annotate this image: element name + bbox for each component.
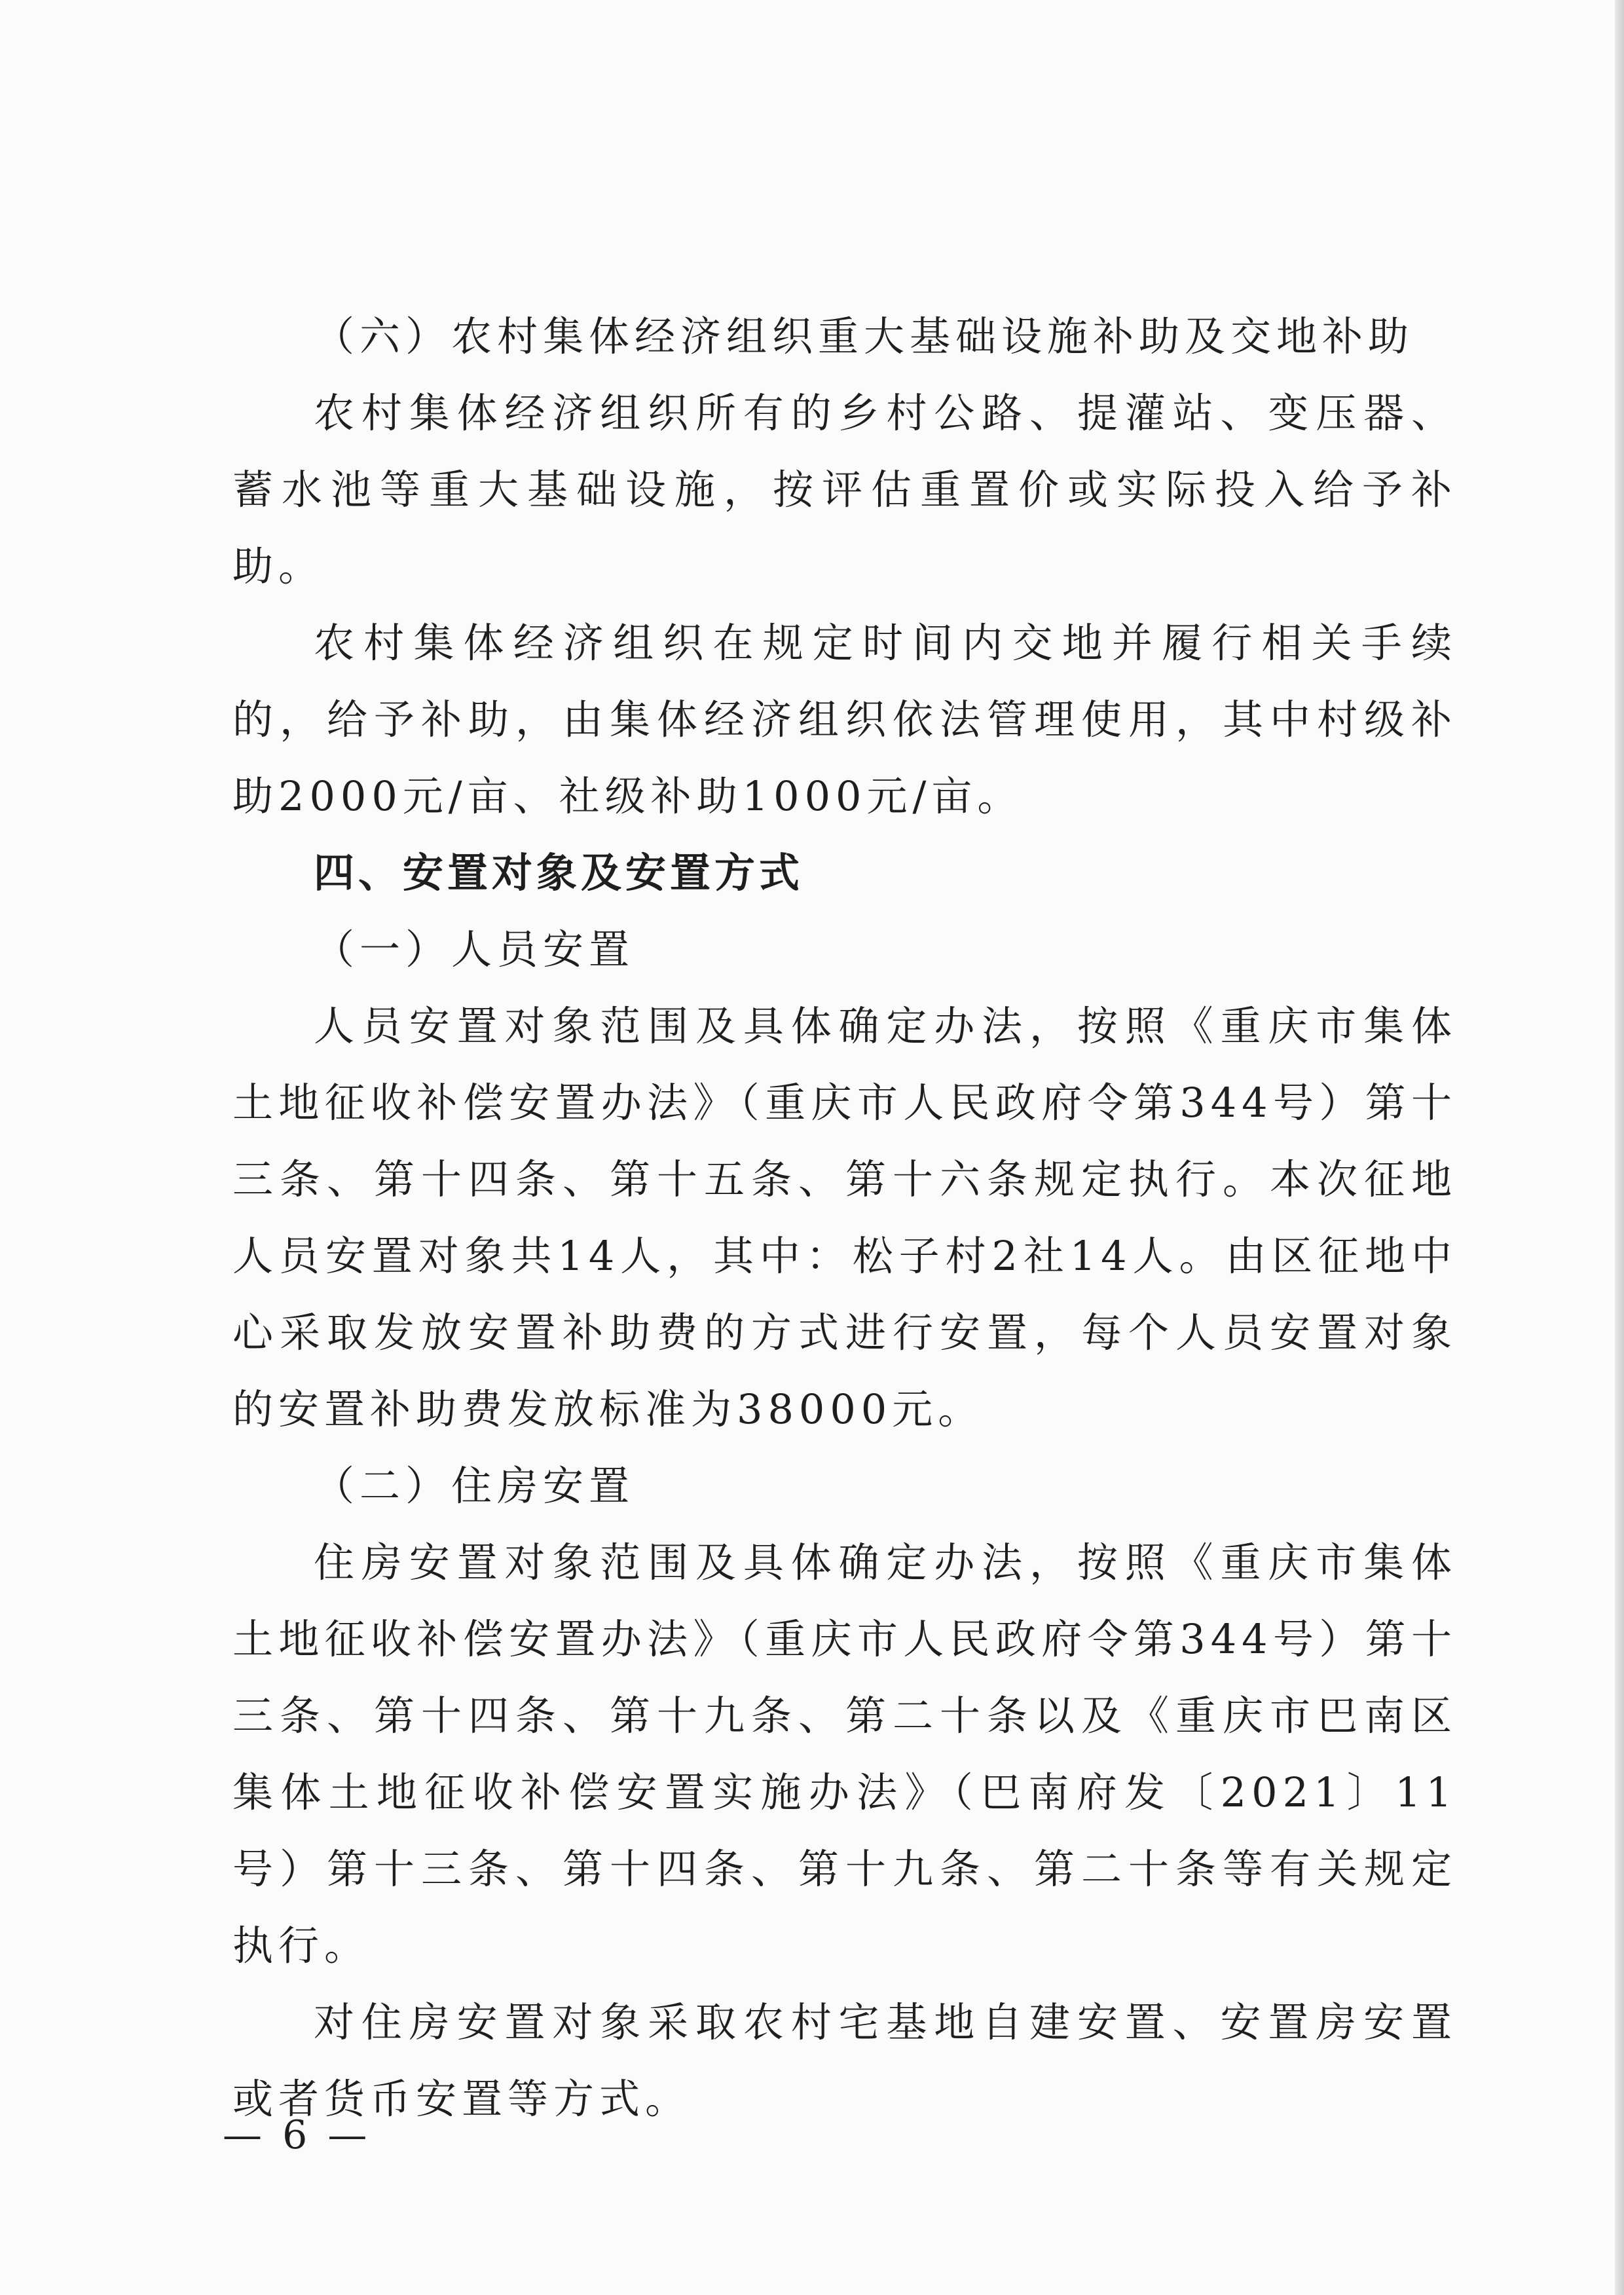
page-number: — 6 — [223,2112,371,2158]
subheading-infrastructure-subsidy: （六）农村集体经济组织重大基础设施补助及交地补助 [314,312,1414,360]
paragraph-personnel-resettlement: 人员安置对象范围及具体确定办法，按照《重庆市集体土地征收补偿安置办法》（重庆市人民政府令第344号）第十三条、第十四条、第十五条、第十六条规定执行。本次征地人员安置对象共14人，其中：松子村2社14人。由区征地中心采取发放安置补助费的方式进行安置，每个人员安置对象的安置补助费发放标准为38000元。 [232,1002,1457,1433]
document-body [232,298,1457,2137]
paragraph-housing-resettlement: 住房安置对象范围及具体确定办法，按照《重庆市集体土地征收补偿安置办法》（重庆市人民政府令第344号）第十三条、第十四条、第十九条、第二十条以及《重庆市巴南区集体土地征收补偿安置实施办法》（巴南府发〔2021〕11号）第十三条、第十四条、第十九条、第二十条等有关规定执行。 [232,1539,1457,1969]
subheading-personnel-resettlement: （一）人员安置 [314,925,635,973]
section-heading-resettlement: 四、安置对象及安置方式 [314,849,804,897]
subheading-housing-resettlement: （二）住房安置 [314,1462,635,1510]
paragraph-land-handover-subsidy: 农村集体经济组织在规定时间内交地并履行相关手续的，给予补助，由集体经济组织依法管理使用，其中村级补助2000元/亩、社级补助1000元/亩。 [232,619,1457,820]
page-edge-shadow [1615,0,1624,2295]
paragraph-housing-methods: 对住房安置对象采取农村宅基地自建安置、安置房安置或者货币安置等方式。 [232,1998,1457,2123]
paragraph-infrastructure: 农村集体经济组织所有的乡村公路、提灌站、变压器、蓄水池等重大基础设施，按评估重置价或实际投入给予补助。 [232,389,1457,590]
